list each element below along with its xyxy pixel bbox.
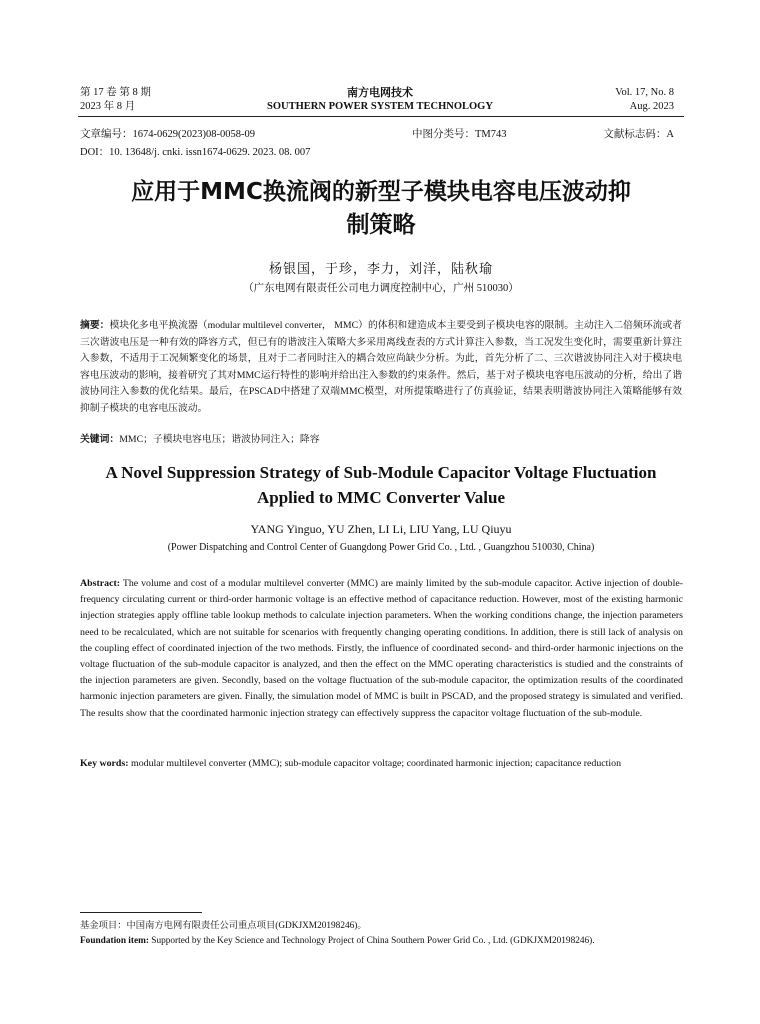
journal-name-en: SOUTHERN POWER SYSTEM TECHNOLOGY <box>267 101 493 112</box>
abstract-en-label: Abstract: <box>80 578 121 589</box>
clc-number: 中图分类号：TM743 <box>412 129 507 140</box>
footnote-fund-cn: 基金项目：中国南方电网有限责任公司重点项目(GDKJXM20198246)。 <box>80 921 367 931</box>
title-en-line1: A Novel Suppression Strategy of Sub-Module Capacitor Voltage Fluctuation <box>105 463 657 482</box>
journal-name <box>230 86 530 114</box>
affiliation-cn: （广东电网有限责任公司电力调度控制中心，广州 510030） <box>243 283 519 294</box>
keywords-cn-text: MMC；子模块电容电压；谐波协同注入；降容 <box>119 434 320 445</box>
abstract-cn <box>80 318 682 417</box>
paper-title-cn <box>78 176 684 242</box>
authors-cn: 杨银国，于珍，李力，刘洋，陆秋瑜 <box>268 261 493 276</box>
footnote-fund-en <box>80 935 683 948</box>
keywords-cn-label: 关键词： <box>80 434 120 445</box>
issue-info-cn <box>80 86 151 114</box>
footnote-fund-en-label: Foundation item: <box>80 936 149 946</box>
doi: DOI：10. 13648/j. cnki. issn1674-0629. 2023. 08. 007 <box>80 147 311 158</box>
date-cn: 2023 年 8 月 <box>80 101 136 112</box>
abstract-en-text: The volume and cost of a modular multilevel converter (MMC) are mainly limited by the sub-module capacitor. Active injection of double-frequency circulating current or third-order harmonic voltage is an effective method of capacitance reduction. However, most of the existing harmonic injection strategies apply offline table lookup methods to calculate injection parameters. When the working conditions change, the injection parameters need to be recalculated, which are not suitable for scenarios with frequently changing operating conditions. In addition, there is still lack of analysis on the coupling effect of coordinated injection of the two methods. Firstly, the influence of coordinated second- and third-order harmonic injections on the voltage fluctuation of the sub-module capacitor is analyzed, and then the effect on the MMC operating characteristics is studied and the constraints of the injection parameters are given. Secondly, based on the voltage fluctuation of the sub-module capacitor, the optimization results of the coordinated harmonic injection parameters are given. Finally, the simulation model of MMC is built in PSCAD, and the proposed strategy is simulated and verified. The results show that the coordinated harmonic injection strategy can effectively suppress the capacitor voltage fluctuation of the sub-module. <box>80 578 683 719</box>
title-cn-line1: 应用于MMC换流阀的新型子模块电容电压波动抑 <box>131 179 631 205</box>
journal-name-cn: 南方电网技术 <box>347 87 413 99</box>
article-number: 文章编号：1674-0629(2023)08-0058-09 <box>80 129 255 140</box>
abstract-cn-label: 摘要： <box>80 320 110 331</box>
authors-en: YANG Yinguo, YU Zhen, LI Li, LIU Yang, LU Qiuyu <box>250 522 512 536</box>
header-divider <box>78 116 684 117</box>
footnote-fund-en-text: Supported by the Key Science and Technology Project of China Southern Power Grid Co. , Ltd. (GDKJXM20198246). <box>151 936 595 946</box>
issue-info-en <box>615 86 674 114</box>
volume-en: Vol. 17, No. 8 <box>615 87 674 98</box>
abstract-cn-text: 模块化多电平换流器（modular multilevel converter， MMC）的体积和建造成本主要受到子模块电容的限制。主动注入二倍频环流或者三次谐波电压是一种有效的降容方式，但已有的谐波注入策略大多采用离线查表的方式计算注入参数，当工况发生变化时，需要重新计算注入参数，不适用于工况频繁变化的场景，且对于二者同时注入的耦合效应尚缺少分析。为此，首先分析了二、三次谐波协同注入对于模块电容电压波动的影响，接着研究了其对MMC运行特性的影响并给出注入参数的约束条件。然后，基于对子模块电容电压波动的分析，给出了谐波协同注入参数的优化结果。最后，在PSCAD中搭建了双端MMC模型，对所提策略进行了仿真验证，结果表明谐波协同注入策略能够有效抑制子模块的电容电压波动。 <box>80 320 683 414</box>
footnote-divider <box>80 912 202 913</box>
affiliation-en: (Power Dispatching and Control Center of Guangdong Power Grid Co. , Ltd. , Guangzhou 510030, China) <box>167 542 595 553</box>
title-en-line2: Applied to MMC Converter Value <box>256 488 506 507</box>
date-en: Aug. 2023 <box>629 101 674 112</box>
keywords-en-text: modular multilevel converter (MMC); sub-module capacitor voltage; coordinated harmonic injection; capacitance reduction <box>131 758 622 769</box>
paper-title-en <box>78 460 684 510</box>
keywords-en-label: Key words: <box>80 758 129 769</box>
abstract-en <box>80 576 683 722</box>
document-code: 文献标志码：A <box>603 129 674 140</box>
keywords-en <box>80 756 683 772</box>
keywords-cn <box>80 432 682 448</box>
volume-cn: 第 17 卷 第 8 期 <box>80 87 151 98</box>
title-cn-line2: 制策略 <box>346 212 416 238</box>
